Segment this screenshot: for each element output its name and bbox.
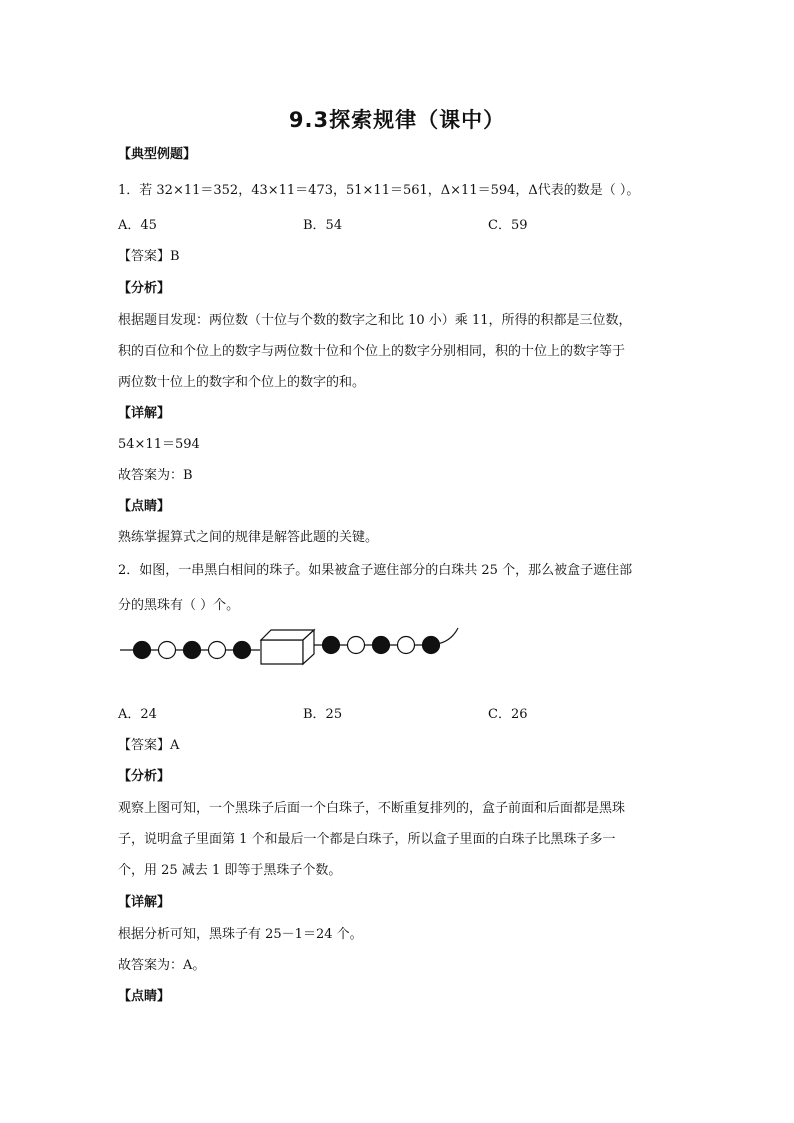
- q1-detail-line: 54×11＝594: [118, 437, 200, 452]
- q2-question-line: 2．如图，一串黑白相间的珠子。如果被盒子遮住部分的白珠共 25 个，那么被盒子遮住部: [118, 563, 633, 578]
- q1-detail-heading: 【详解】: [118, 406, 171, 421]
- black-bead: [134, 642, 151, 659]
- q2-detail-heading: 【详解】: [118, 895, 171, 910]
- black-bead: [184, 642, 201, 659]
- black-bead: [423, 637, 440, 654]
- q1-answer: 【答案】B: [118, 249, 180, 264]
- q2-answer: 【答案】A: [118, 738, 180, 753]
- q2-option-c: C．26: [488, 707, 528, 722]
- beads-right-group: [323, 637, 440, 654]
- black-bead: [234, 642, 251, 659]
- q1-option-c: C．59: [488, 218, 528, 233]
- q2-option-a: A．24: [118, 707, 157, 722]
- q1-analysis-heading: 【分析】: [118, 281, 171, 296]
- section-heading: 【典型例题】: [118, 147, 197, 162]
- bead-string-figure: [118, 624, 468, 670]
- black-bead: [323, 637, 340, 654]
- beads-left-group: [134, 642, 251, 659]
- q1-tip: 熟练掌握算式之间的规律是解答此题的关键。: [118, 530, 379, 545]
- white-bead: [348, 637, 365, 654]
- q1-analysis-line: 根据题目发现：两位数（十位与个数的数字之和比 10 小）乘 11，所得的积都是三位数，: [118, 313, 632, 328]
- white-bead: [398, 637, 415, 654]
- q2-analysis-line: 个，用 25 减去 1 即等于黑珠子个数。: [118, 863, 342, 878]
- q1-option-b: B．54: [303, 218, 343, 233]
- q2-detail-line: 故答案为：A。: [118, 958, 206, 973]
- q2-analysis-line: 子，说明盒子里面第 1 个和最后一个都是白珠子，所以盒子里面的白珠子比黑珠子多一: [118, 832, 616, 847]
- q2-tip-heading: 【点睛】: [118, 989, 171, 1004]
- q2-analysis-heading: 【分析】: [118, 769, 171, 784]
- q2-option-b: B．25: [303, 707, 343, 722]
- q2-analysis-line: 观察上图可知，一个黑珠子后面一个白珠子，不断重复排列的，盒子前面和后面都是黑珠: [118, 801, 626, 816]
- q1-analysis-line: 积的百位和个位上的数字与两位数十位和个位上的数字分别相同，积的十位上的数字等于: [118, 344, 626, 359]
- page-title: 9.3探索规律（课中）: [288, 108, 506, 132]
- q2-question-line: 分的黑珠有（ ）个。: [118, 598, 240, 613]
- white-bead: [209, 642, 226, 659]
- q1-question: 1．若 32×11＝352，43×11＝473，51×11＝561，Δ×11＝594，Δ代表的数是（ ）。: [118, 183, 640, 198]
- box-cover: [261, 630, 314, 664]
- q1-option-a: A．45: [118, 218, 157, 233]
- q2-detail-line: 根据分析可知，黑珠子有 25－1＝24 个。: [118, 927, 363, 942]
- white-bead: [159, 642, 176, 659]
- q1-detail-line: 故答案为：B: [118, 468, 193, 483]
- q1-tip-heading: 【点睛】: [118, 499, 171, 514]
- q1-analysis-line: 两位数十位上的数字和个位上的数字的和。: [118, 375, 366, 390]
- black-bead: [373, 637, 390, 654]
